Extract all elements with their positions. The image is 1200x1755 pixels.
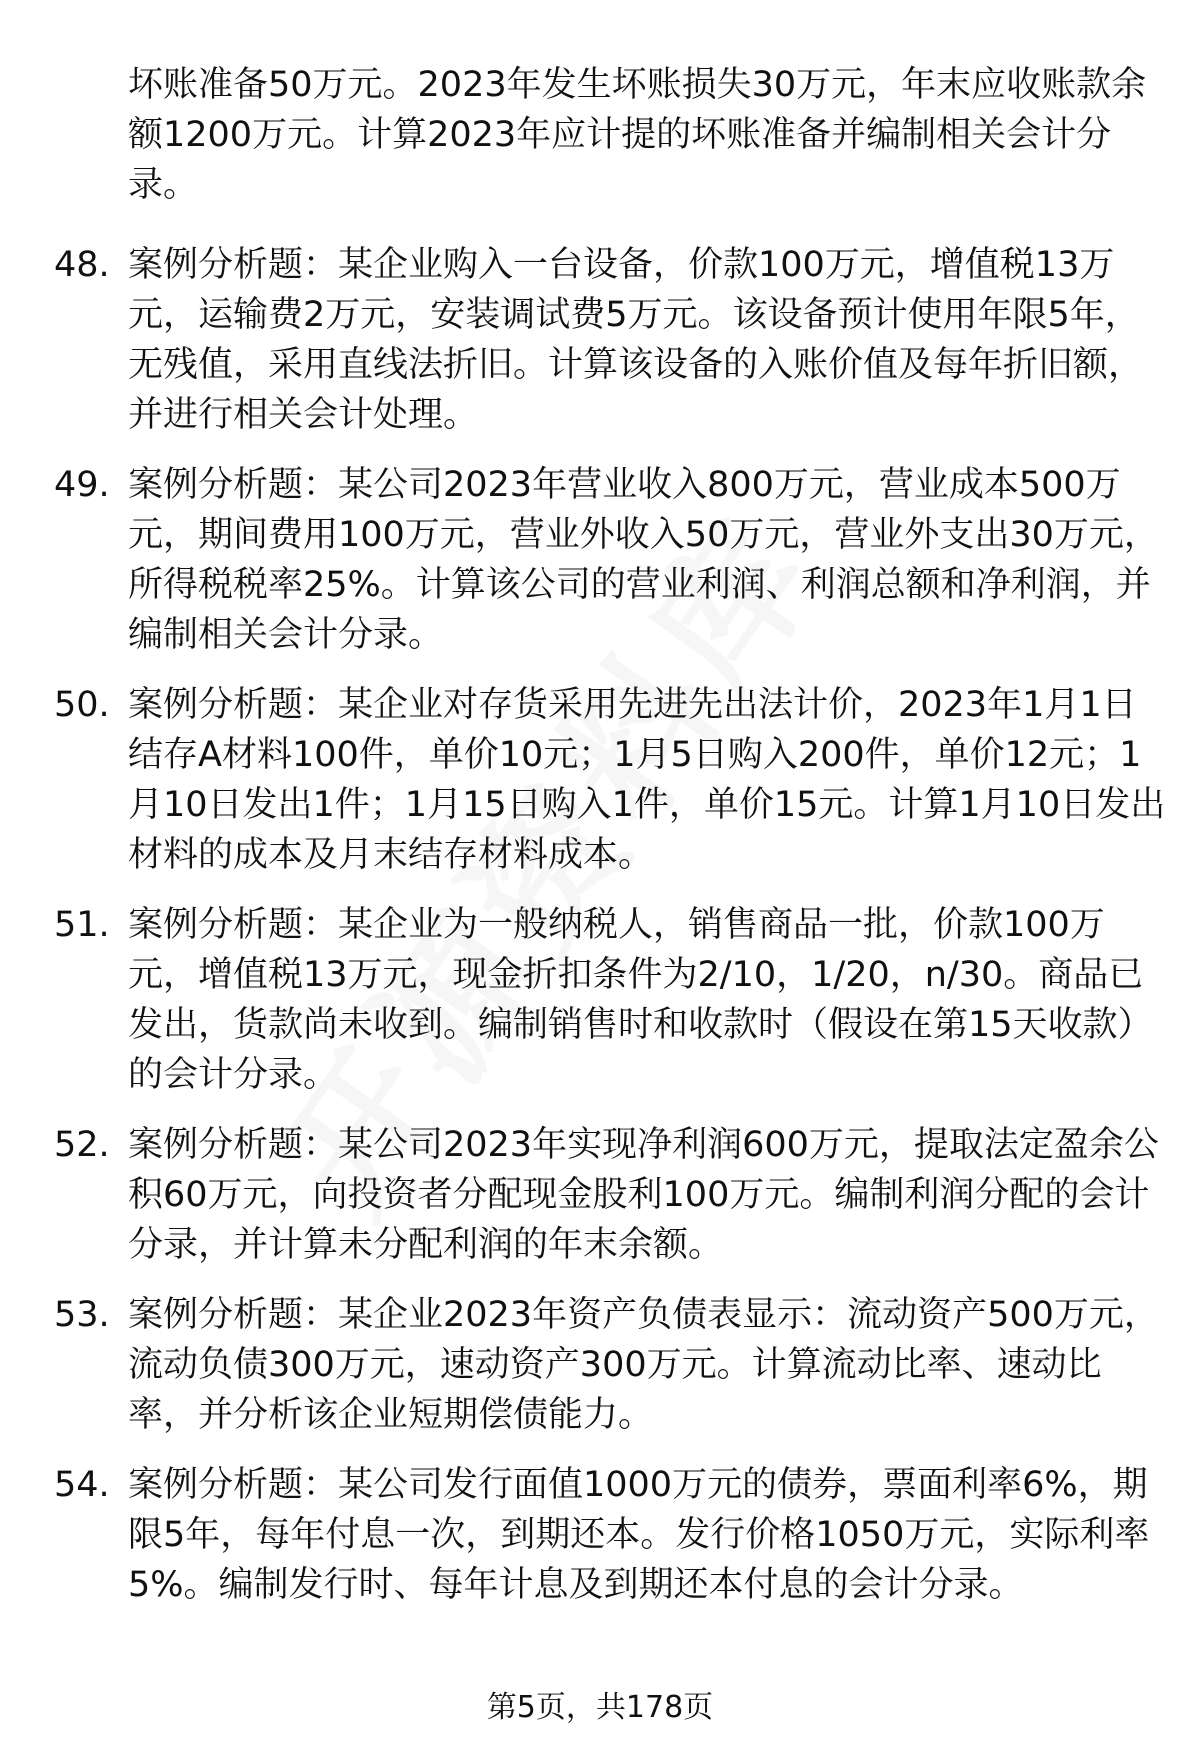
question-text: 案例分析题：某企业2023年资产负债表显示：流动资产500万元，流动负债300万元，速动资产300万元。计算流动比率、速动比率，并分析该企业短期偿债能力。 — [128, 1295, 1159, 1435]
question-number: 52. — [54, 1125, 110, 1165]
question-number: 48. — [54, 245, 110, 285]
question-number: 50. — [54, 685, 110, 725]
question-text: 案例分析题：某公司发行面值1000万元的债券，票面利率6%，期限5年，每年付息一次，到期还本。发行价格1050万元，实际利率5%。编制发行时、每年计息及到期还本付息的会计分录。 — [128, 1465, 1150, 1605]
question-number: 53. — [54, 1295, 110, 1335]
question-number: 49. — [54, 465, 110, 505]
continuation-paragraph: 坏账准备50万元。2023年发生坏账损失30万元，年末应收账款余额1200万元。计算2023年应计提的坏账准备并编制相关会计分录。 — [128, 65, 1147, 205]
page-footer: 第5页，共178页 — [486, 1690, 714, 1725]
question-number: 54. — [54, 1465, 110, 1505]
question-text: 案例分析题：某公司2023年营业收入800万元，营业成本500万元，期间费用100万元，营业外收入50万元，营业外支出30万元，所得税税率25%。计算该公司的营业利润、利润总额和净利润，并编制相关会计分录。 — [128, 465, 1159, 655]
question-text: 案例分析题：某企业为一般纳税人，销售商品一批，价款100万元，增值税13万元，现金折扣条件为2/10，1/20，n/30。商品已发出，货款尚未收到。编制销售时和收款时（假设在第15天收款）的会计分录。 — [128, 905, 1153, 1095]
question-text: 案例分析题：某企业对存货采用先进先出法计价，2023年1月1日结存A材料100件，单价10元；1月5日购入200件，单价12元；1月10日发出1件；1月15日购入1件，单价15元。计算1月10日发出材料的成本及月末结存材料成本。 — [128, 685, 1166, 875]
question-number: 51. — [54, 905, 110, 945]
question-text: 案例分析题：某企业购入一台设备，价款100万元，增值税13万元，运输费2万元，安装调试费5万元。该设备预计使用年限5年，无残值，采用直线法折旧。计算该设备的入账价值及每年折旧额，并进行相关会计处理。 — [128, 245, 1144, 435]
question-text: 案例分析题：某公司2023年实现净利润600万元，提取法定盈余公积60万元，向投资者分配现金股利100万元。编制利润分配的会计分录，并计算未分配利润的年末余额。 — [128, 1125, 1159, 1265]
